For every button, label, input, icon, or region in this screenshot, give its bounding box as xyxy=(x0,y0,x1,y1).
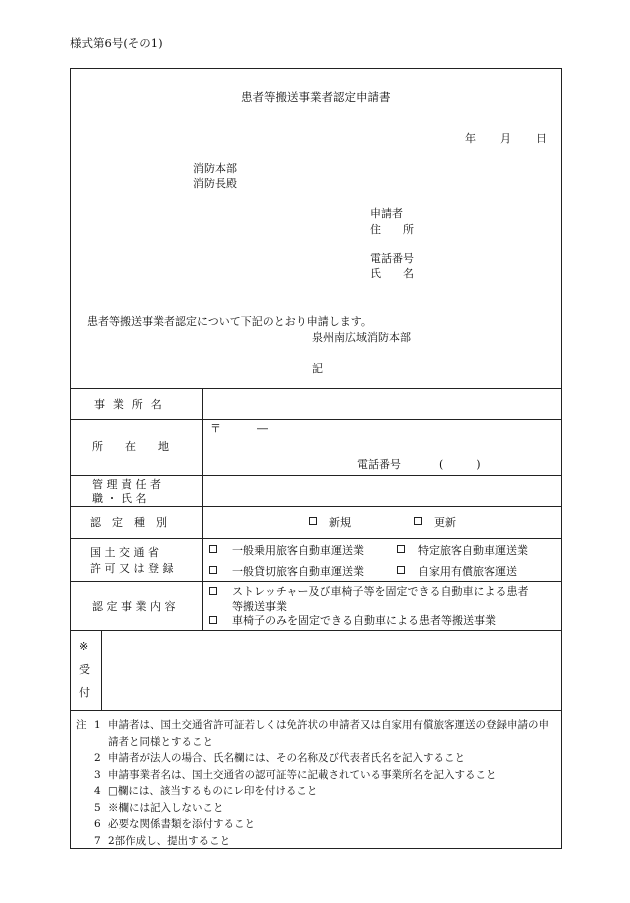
note-prefix: 注 xyxy=(76,719,87,731)
table-divider xyxy=(202,388,203,630)
note-num: 5 xyxy=(94,801,101,814)
note-num: 7 xyxy=(94,834,101,847)
cert-renew-label: 更新 xyxy=(434,516,456,529)
note-text: ※欄には記入しないこと xyxy=(108,801,224,814)
table-line xyxy=(70,538,562,539)
authority: 泉州南広域消防本部 xyxy=(312,331,411,344)
note-item xyxy=(76,750,556,767)
table-line xyxy=(70,710,562,711)
note-num: 6 xyxy=(94,818,101,830)
mlit-opt2-label: 特定旅客自動車運送業 xyxy=(418,544,528,557)
receipt-char-2: 付 xyxy=(79,686,90,699)
note-text: 申請者は、国土交通省許可証若しくは免許状の申請者又は自家用有償旅客運送の登録申請の申請者と同様とすること xyxy=(108,719,549,748)
note-text: 申請事業者名は、国土交通省の認可証等に記載されている事業所名を記入すること xyxy=(108,768,497,781)
note-item xyxy=(76,816,556,833)
mlit-opt2-checkbox[interactable] xyxy=(397,545,405,553)
note-item xyxy=(76,783,556,800)
location-phone-label: 電話番号 xyxy=(357,458,401,471)
cert-type-label: 認 定 種 別 xyxy=(90,516,167,529)
manager-field[interactable] xyxy=(206,479,556,503)
table-line xyxy=(70,388,562,389)
location-phone-parens: ( ) xyxy=(439,458,481,471)
office-name-label: 事 業 所 名 xyxy=(94,398,164,411)
table-line xyxy=(70,419,562,420)
date-day: 日 xyxy=(536,132,547,145)
postal-dash: ― xyxy=(257,422,268,435)
manager-label-line2: 職 ・ 氏 名 xyxy=(92,492,147,505)
mlit-opt3-checkbox[interactable] xyxy=(209,566,217,574)
applicant-name: 氏 名 xyxy=(370,267,414,280)
postal-mark: 〒 xyxy=(210,422,221,435)
mlit-opt1-label: 一般乗用旅客自動車運送業 xyxy=(232,544,364,557)
cert-renew-checkbox[interactable] xyxy=(414,517,422,525)
content-opt1-checkbox[interactable] xyxy=(209,587,217,595)
content-opt2-label: 車椅子のみを固定できる自動車による患者等搬送事業 xyxy=(232,614,496,627)
office-name-field[interactable] xyxy=(206,392,556,416)
mlit-opt3-label: 一般貸切旅客自動車運送業 xyxy=(232,565,364,578)
receipt-char-1: 受 xyxy=(79,663,90,676)
applicant-address: 住 所 xyxy=(370,223,414,236)
mlit-opt1-checkbox[interactable] xyxy=(209,545,217,553)
date-month: 月 xyxy=(500,132,511,145)
note-num: 4 xyxy=(94,785,101,797)
note-num: 1 xyxy=(94,719,101,731)
location-label: 所 在 地 xyxy=(92,440,169,453)
note-item xyxy=(76,833,556,850)
receipt-divider xyxy=(101,630,102,710)
mlit-label-line2: 許 可 又 は 登 録 xyxy=(90,562,174,575)
notes xyxy=(76,717,556,849)
note-text: 2部作成し、提出すること xyxy=(108,834,231,847)
note-item xyxy=(76,717,556,750)
mlit-label-line1: 国 土 交 通 省 xyxy=(90,546,159,559)
note-num: 2 xyxy=(94,752,101,764)
date-year: 年 xyxy=(465,132,476,145)
table-line xyxy=(70,506,562,507)
note-num: 3 xyxy=(94,768,101,781)
note-text: □欄には、該当するものにレ印を付けること xyxy=(108,785,318,797)
receipt-mark: ※ xyxy=(79,640,89,653)
applicant-phone: 電話番号 xyxy=(370,252,414,265)
mlit-opt4-label: 自家用有償旅客運送 xyxy=(418,565,517,578)
note-item xyxy=(76,800,556,817)
note-text: 申請者が法人の場合、氏名欄には、その名称及び代表者氏名を記入すること xyxy=(108,752,465,764)
cert-new-label: 新規 xyxy=(329,516,351,529)
content-label: 認 定 事 業 内 容 xyxy=(92,600,176,613)
form-title: 患者等搬送事業者認定申請書 xyxy=(241,90,391,104)
table-line xyxy=(70,475,562,476)
note-item xyxy=(76,767,556,784)
note-text: 必要な関係書類を添付すること xyxy=(108,818,255,830)
form-number: 様式第6号(その1) xyxy=(70,36,163,50)
manager-label-line1: 管 理 責 任 者 xyxy=(92,478,161,491)
location-field[interactable] xyxy=(230,437,550,455)
ki-mark: 記 xyxy=(312,362,323,375)
cert-new-checkbox[interactable] xyxy=(309,517,317,525)
content-opt1-line2: 等搬送事業 xyxy=(232,600,287,613)
content-opt1-line1: ストレッチャー及び車椅子等を固定できる自動車による患者 xyxy=(232,585,529,598)
mlit-opt4-checkbox[interactable] xyxy=(397,566,405,574)
table-line xyxy=(70,581,562,582)
content-opt2-checkbox[interactable] xyxy=(209,616,217,624)
addressee-line2: 消防長殿 xyxy=(193,177,237,190)
applicant-label: 申請者 xyxy=(370,207,403,220)
addressee-line1: 消防本部 xyxy=(193,162,237,175)
table-line xyxy=(70,630,562,631)
statement: 患者等搬送事業者認定について下記のとおり申請します。 xyxy=(87,315,372,328)
